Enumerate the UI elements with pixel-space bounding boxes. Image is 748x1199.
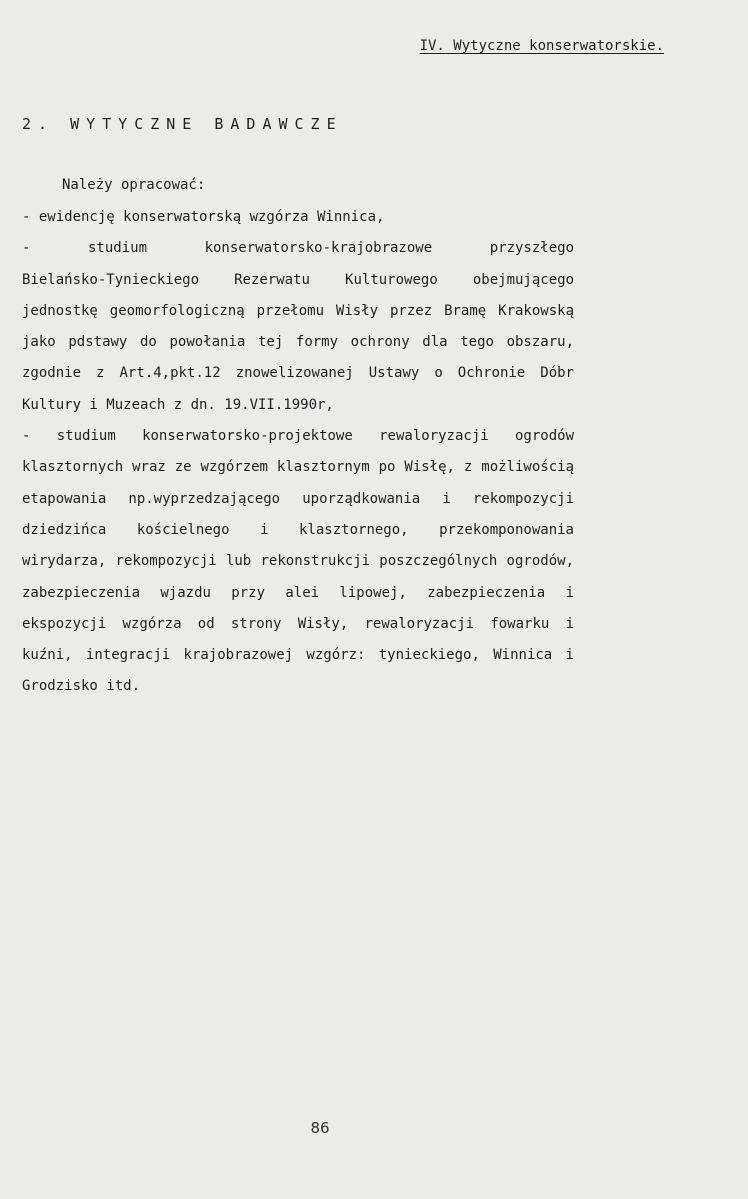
section-heading: 2. WYTYCZNE BADAWCZE [22,115,343,133]
text-line: Bielańsko-Tynieckiego Rezerwatu Kulturowego obejmującego [22,271,574,288]
text-line: jednostkę geomorfologiczną przełomu Wisły przez Bramę Krakowską [22,302,574,319]
text-line: dziedzińca kościelnego i klasztornego, przekomponowania [22,521,574,538]
text-line: wirydarza, rekompozycji lub rekonstrukcji poszczególnych ogrodów, [22,553,574,570]
text-line: kuźni, integracji krajobrazowej wzgórz: tynieckiego, Winnica i [22,647,574,664]
text-line: Kultury i Muzeach z dn. 19.VII.1990r, [22,396,334,413]
page-number: 86 [310,1119,330,1137]
running-header: IV. Wytyczne konserwatorskie. [419,38,664,54]
intro-line: Należy opracować: [62,177,206,193]
text-line: - studium konserwatorsko-krajobrazowe przyszłego [22,240,574,257]
text-line: jako pdstawy do powołania tej formy ochrony dla tego obszaru, [22,334,574,351]
text-line: - studium konserwatorsko-projektowe rewaloryzacji ogrodów [22,428,574,445]
text-line: klasztornych wraz ze wzgórzem klasztornym po Wisłę, z możliwością [22,459,574,476]
text-line: etapowania np.wyprzedzającego uporządkowania i rekompozycji [22,490,574,507]
body-text [22,202,574,703]
text-line: zabezpieczenia wjazdu przy alei lipowej, zabezpieczenia i [22,584,574,601]
text-line: - ewidencję konserwatorską wzgórza Winnica, [22,209,385,225]
text-line: ekspozycji wzgórza od strony Wisły, rewaloryzacji fowarku i [22,615,574,632]
text-line: zgodnie z Art.4,pkt.12 znowelizowanej Ustawy o Ochronie Dóbr [22,365,574,382]
text-line: Grodzisko itd. [22,678,141,695]
